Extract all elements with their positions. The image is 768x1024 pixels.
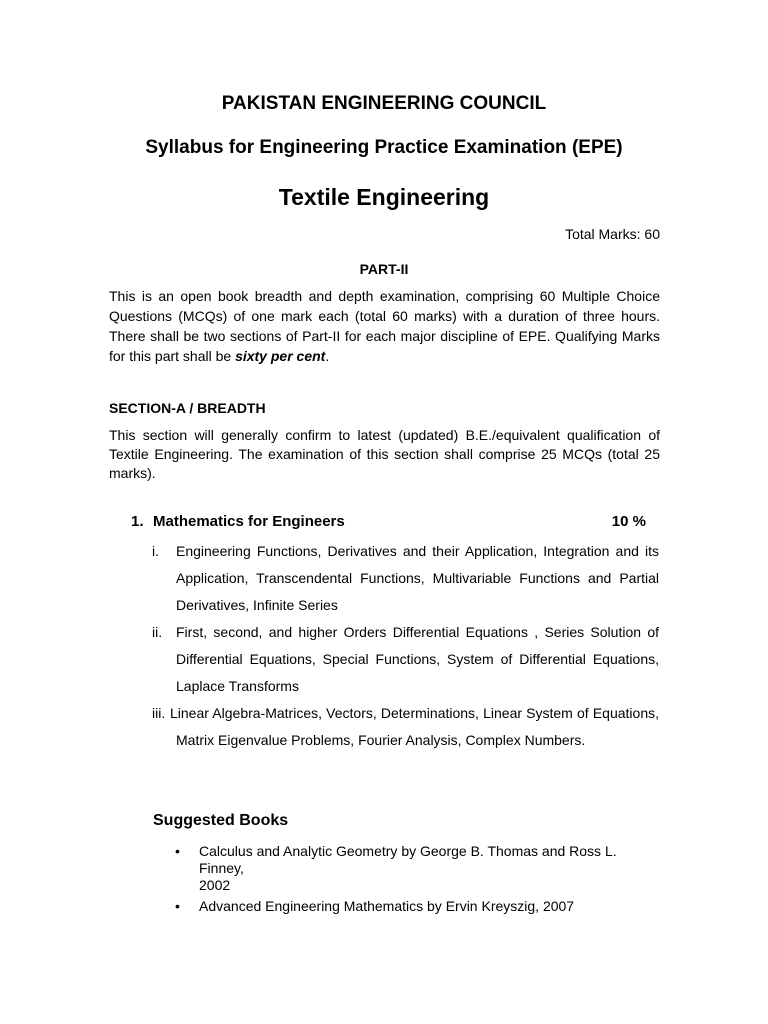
book-list-item [175,898,655,915]
subject-title: Mathematics for Engineers [153,513,345,530]
topic-numeral: iii. [152,705,166,721]
book-text [199,843,629,894]
bullet-icon: • [175,898,180,914]
topic-item [152,619,659,700]
topic-text: Engineering Functions, Derivatives and their Application, Integration and its Application, Transcendental Functions, Multivariable Functions and Partial Derivatives, Infinite Series [176,543,659,613]
syllabus-title: Syllabus for Engineering Practice Examination (EPE) [145,137,623,158]
subject-weight: 10 % [611,513,646,530]
discipline-title: Textile Engineering [278,184,490,210]
book-text-line: 2002 [199,877,231,893]
topic-item [152,700,659,754]
section-a-description: This section will generally confirm to latest (updated) B.E./equivalent qualification of Textile Engineering. The examination of this section shall comprise 25 MCQs (total 25 marks). [109,427,660,481]
topic-text: Linear Algebra-Matrices, Vectors, Determinations, Linear System of Equations, Matrix Eigenvalue Problems, Fourier Analysis, Complex Numbers. [170,705,659,748]
part-intro-text: This is an open book breadth and depth examination, comprising 60 Multiple Choice Questions (MCQs) of one mark each (total 60 marks) with a duration of three hours. There shall be two sections of Part-II for each major discipline of EPE. Qualifying Marks for this part shall be [109,288,660,364]
part-heading: PART-II [359,261,409,277]
bullet-icon: • [175,843,180,859]
book-list-item [175,843,655,894]
organization-heading: PAKISTAN ENGINEERING COUNCIL [221,93,547,114]
book-text-line: Calculus and Analytic Geometry by George B. Thomas and Ross L. [199,843,617,859]
suggested-books-heading: Suggested Books [153,812,289,829]
book-text-line: Finney, [199,860,244,876]
topic-numeral: i. [152,543,159,559]
subject-number: 1. [131,513,144,530]
topic-item [152,538,659,619]
part-intro-end: . [325,348,330,364]
book-text: Advanced Engineering Mathematics by Ervin Kreyszig, 2007 [199,898,575,914]
topic-text: First, second, and higher Orders Differential Equations , Series Solution of Differential Equations, Special Functions, System of Differential Equations, Laplace Transforms [176,624,659,694]
section-a-heading: SECTION-A / BREADTH [109,400,266,416]
qualifying-marks-emphasis: sixty per cent [235,348,326,364]
total-marks: Total Marks: 60 [565,226,660,242]
part-intro-paragraph [109,286,660,366]
topic-numeral: ii. [152,624,163,640]
